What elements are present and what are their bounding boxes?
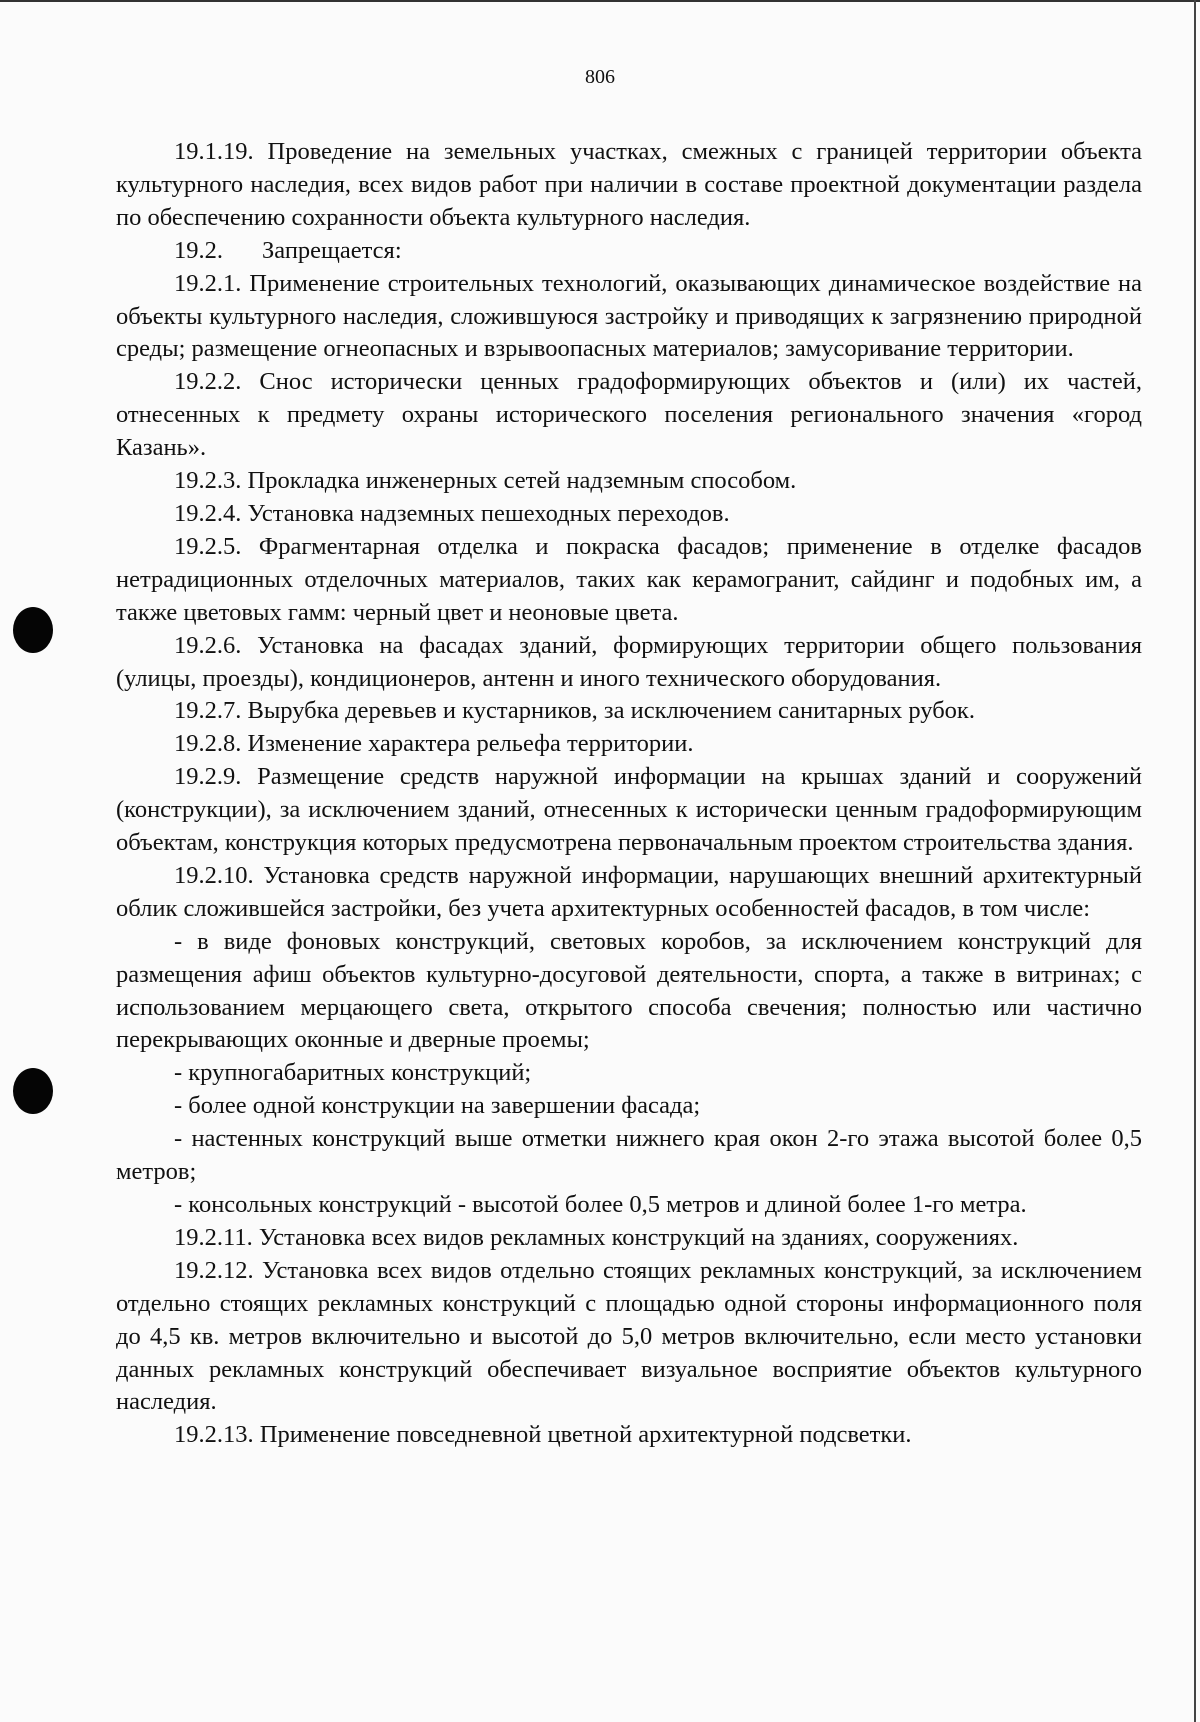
paragraph-19-2-12: 19.2.12. Установка всех видов отдельно стоящих рекламных конструкций, за исключением отдельно стоящих рекламных конструкций с площадью одной стороны информационного поля до 4,5 кв. метров включительно и высотой до 5,0 метров включительно, если место установки данных рекламных конструкций обеспечивает визуальное восприятие объектов культурного наследия. bbox=[116, 1256, 1142, 1416]
scan-top-edge bbox=[0, 0, 1200, 2]
paragraph-19-2-4: 19.2.4. Установка надземных пешеходных переходов. bbox=[174, 499, 730, 527]
document-body bbox=[116, 136, 1142, 1452]
list-item: - в виде фоновых конструкций, световых коробов, за исключением конструкций для размещения афиш объектов культурно-досуговой деятельности, спорта, а также в витринах; с использованием мерцающего света, открытого способа свечения; полностью или частично перекрывающих оконные и дверные проемы; bbox=[116, 927, 1142, 1054]
paragraph-19-2: 19.2. Запрещается: bbox=[116, 235, 1142, 268]
paragraph-19-2-13: 19.2.13. Применение повседневной цветной архитектурной подсветки. bbox=[174, 1421, 912, 1449]
scan-right-edge bbox=[1194, 0, 1196, 1722]
list-item: - крупногабаритных конструкций; bbox=[174, 1059, 532, 1087]
paragraph-19-2-6: 19.2.6. Установка на фасадах зданий, формирующих территории общего пользования (улицы, проезды), кондиционеров, антенн и иного технического оборудования. bbox=[116, 631, 1142, 692]
punch-hole bbox=[13, 607, 53, 653]
paragraph-19-2-2: 19.2.2. Снос исторически ценных градоформирующих объектов и (или) их частей, отнесенных к предмету охраны исторического поселения регионального значения «город Казань». bbox=[116, 368, 1142, 462]
paragraph-19-2-3: 19.2.3. Прокладка инженерных сетей надземным способом. bbox=[174, 467, 797, 495]
paragraph-19-2-10: 19.2.10. Установка средств наружной информации, нарушающих внешний архитектурный облик сложившейся застройки, без учета архитектурных особенностей фасадов, в том числе: bbox=[116, 861, 1142, 922]
list-item: - более одной конструкции на завершении фасада; bbox=[174, 1092, 701, 1120]
page-number: 806 bbox=[585, 66, 615, 88]
list-item: - консольных конструкций - высотой более 0,5 метров и длиной более 1-го метра. bbox=[174, 1191, 1027, 1218]
paragraph-19-2-7: 19.2.7. Вырубка деревьев и кустарников, за исключением санитарных рубок. bbox=[174, 697, 975, 725]
section-number: 19.2. bbox=[174, 236, 223, 264]
paragraph-19-2-9: 19.2.9. Размещение средств наружной информации на крышах зданий и сооружений (конструкции), за исключением зданий, отнесенных к исторически ценным градоформирующим объектам, конструкция которых предусмотрена первоначальным проектом строительства здания. bbox=[116, 763, 1142, 857]
paragraph-19-1-19: 19.1.19. Проведение на земельных участках, смежных с границей территории объекта культурного наследия, всех видов работ при наличии в составе проектной документации раздела по обеспечению сохранности объекта культурного наследия. bbox=[116, 138, 1142, 231]
paragraph-19-2-8: 19.2.8. Изменение характера рельефа территории. bbox=[174, 730, 694, 758]
paragraph-19-2-11: 19.2.11. Установка всех видов рекламных конструкций на зданиях, сооружениях. bbox=[174, 1223, 1019, 1251]
list-item: - настенных конструкций выше отметки нижнего края окон 2-го этажа высотой более 0,5 метров; bbox=[116, 1125, 1142, 1186]
punch-hole bbox=[13, 1068, 53, 1114]
paragraph-19-2-1: 19.2.1. Применение строительных технологий, оказывающих динамическое воздействие на объекты культурного наследия, сложившуюся застройку и приводящих к загрязнению природной среды; размещение огнеопасных и взрывоопасных материалов; замусоривание территории. bbox=[116, 269, 1142, 363]
paragraph-19-2-5: 19.2.5. Фрагментарная отделка и покраска фасадов; применение в отделке фасадов нетрадиционных отделочных материалов, таких как керамогранит, сайдинг и подобных им, а также цветовых гамм: черный цвет и неоновые цвета. bbox=[116, 532, 1142, 626]
